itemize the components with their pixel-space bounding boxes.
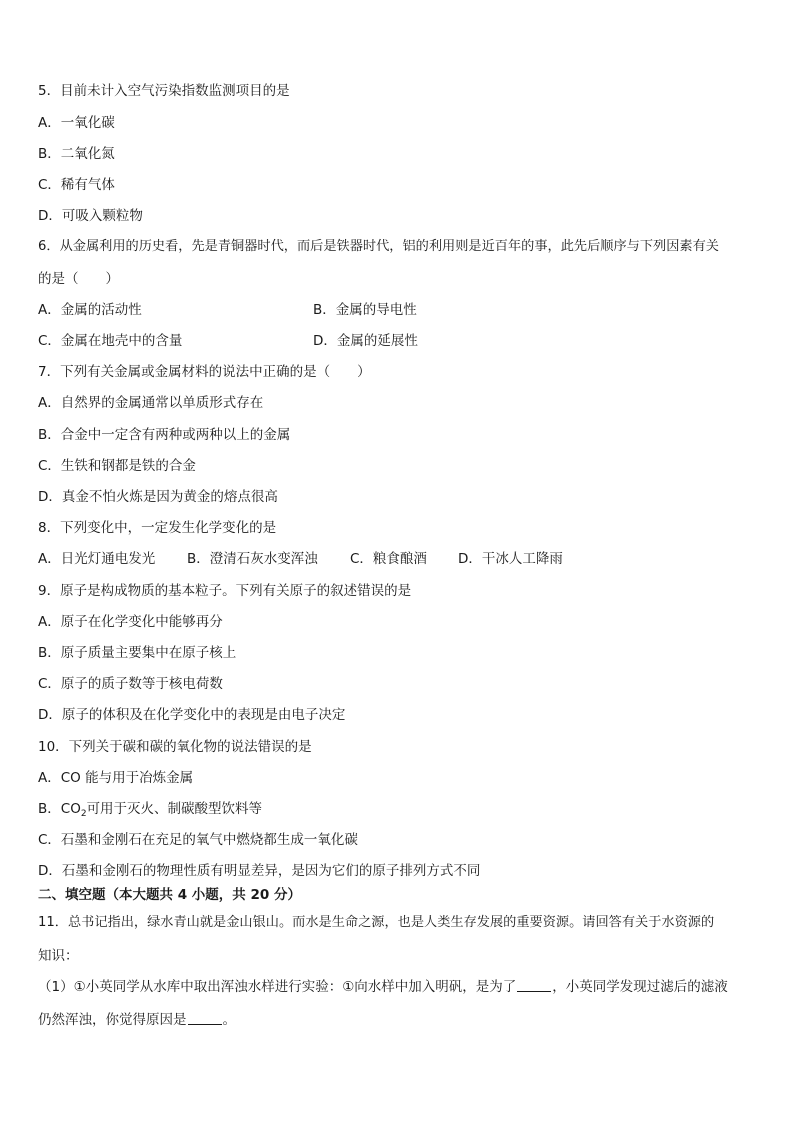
q9-option-d: D．原子的体积及在化学变化中的表现是由电子决定 <box>38 707 346 723</box>
section-heading: 二、填空题（本大题共 4 小题，共 20 分） <box>38 887 301 903</box>
q7-option-b: B．合金中一定含有两种或两种以上的金属 <box>38 427 291 443</box>
q11-part1-text-a: （1）①小英同学从水库中取出浑浊水样进行实验：①向水样中加入明矾，是为了 <box>38 979 517 995</box>
q11-part1-text-d: 。 <box>222 1012 236 1028</box>
q11-stem-line2: 知识： <box>38 948 79 964</box>
q9-option-c: C．原子的质子数等于核电荷数 <box>38 676 223 692</box>
q9-option-b: B．原子质量主要集中在原子核上 <box>38 645 237 661</box>
q10-stem: 10．下列关于碳和碳的氧化物的说法错误的是 <box>38 739 312 755</box>
q6-option-c: C．金属在地壳中的含量 <box>38 333 183 349</box>
q10-option-c: C．石墨和金刚石在充足的氧气中燃烧都生成一氧化碳 <box>38 832 358 848</box>
q11-part1-line1 <box>38 978 728 996</box>
q7-option-a: A．自然界的金属通常以单质形式存在 <box>38 395 264 411</box>
q5-option-a: A．一氧化碳 <box>38 115 115 131</box>
q9-option-a: A．原子在化学变化中能够再分 <box>38 614 223 630</box>
q11-part1-text-b: ，小英同学发现过滤后的滤液 <box>552 979 728 995</box>
q5-stem: 5．目前未计入空气污染指数监测项目的是 <box>38 83 290 99</box>
answer-blank-2[interactable] <box>188 1012 222 1025</box>
q10-option-d: D．石墨和金刚石的物理性质有明显差异，是因为它们的原子排列方式不同 <box>38 863 481 879</box>
q8-option-a: A．日光灯通电发光 <box>38 551 156 567</box>
q7-stem: 7．下列有关金属或金属材料的说法中正确的是（ ） <box>38 364 371 380</box>
q10-option-b <box>38 800 262 823</box>
q6-option-d: D．金属的延展性 <box>313 333 418 349</box>
q6-stem-line2: 的是（ ） <box>38 271 119 287</box>
q10-option-b-suffix: 可用于灭火、制碳酸型饮料等 <box>86 801 263 817</box>
answer-blank-1[interactable] <box>517 979 551 992</box>
q11-part1-text-c: 仍然浑浊，你觉得原因是 <box>38 1012 187 1028</box>
q10-option-b-prefix: B．CO <box>38 801 81 817</box>
q5-option-b: B．二氧化氮 <box>38 146 115 162</box>
q8-stem: 8．下列变化中，一定发生化学变化的是 <box>38 520 277 536</box>
q6-option-a: A．金属的活动性 <box>38 302 142 318</box>
q10-option-b-subscript: 2 <box>80 809 87 819</box>
q5-option-c: C．稀有气体 <box>38 177 115 193</box>
q8-option-c: C．粮食酿酒 <box>350 551 427 567</box>
q8-option-d: D．干冰人工降雨 <box>458 551 563 567</box>
q8-option-b: B．澄清石灰水变浑浊 <box>187 551 318 567</box>
q6-stem-line1: 6．从金属利用的历史看，先是青铜器时代，而后是铁器时代，铝的利用则是近百年的事，此先后顺序与下列因素有关 <box>38 239 719 254</box>
q6-option-b: B．金属的导电性 <box>313 302 417 318</box>
q11-part1-line2 <box>38 1011 236 1029</box>
q7-option-c: C．生铁和钢都是铁的合金 <box>38 458 196 474</box>
q7-option-d: D．真金不怕火炼是因为黄金的熔点很高 <box>38 489 278 505</box>
q5-option-d: D．可吸入颗粒物 <box>38 208 143 224</box>
q9-stem: 9．原子是构成物质的基本粒子。下列有关原子的叙述错误的是 <box>38 583 412 599</box>
q10-option-a: A．CO 能与用于冶炼金属 <box>38 770 194 786</box>
q11-stem-line1: 11．总书记指出，绿水青山就是金山银山。而水是生命之源，也是人类生存发展的重要资源。请回答有关于水资源的 <box>38 915 715 930</box>
